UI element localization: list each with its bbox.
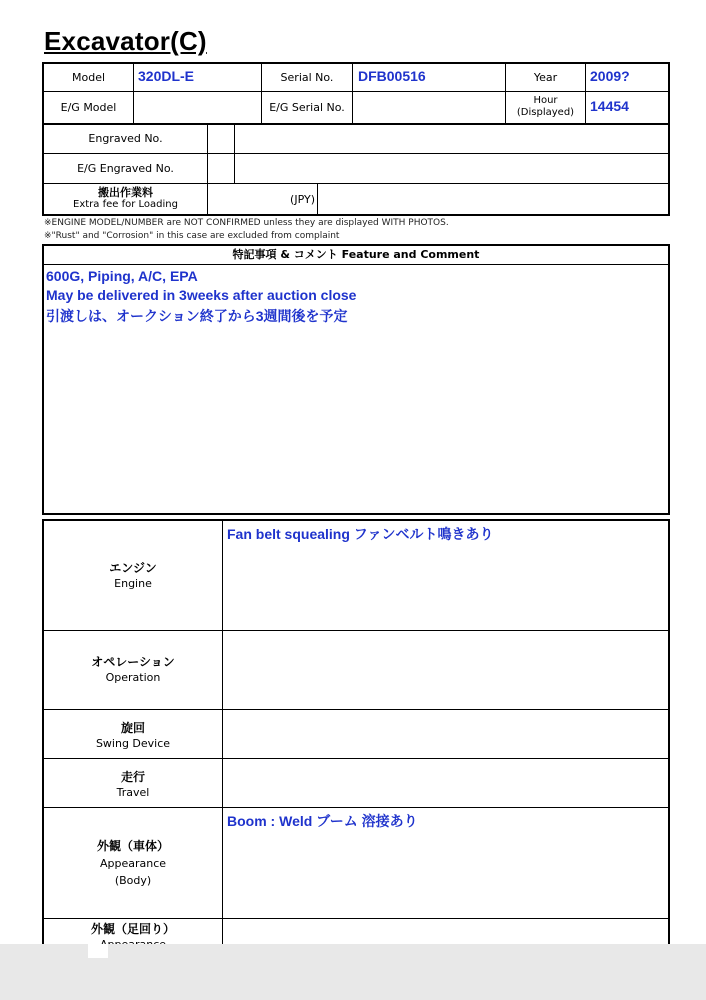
note-engine: ※ENGINE MODEL/NUMBER are NOT CONFIRMED unless they are displayed WITH PHOTOS. bbox=[44, 218, 449, 228]
engraved-label: Engraved No. bbox=[88, 132, 163, 145]
note-rust: ※"Rust" and "Corrosion" in this case are excluded from complaint bbox=[44, 231, 340, 241]
overlay-white-tab bbox=[88, 944, 108, 958]
section-swing bbox=[44, 720, 222, 752]
section-appearance-undercarriage-jp: 外観（足回り） bbox=[90, 922, 175, 936]
serial-label: Serial No. bbox=[280, 71, 334, 84]
year-value: 2009? bbox=[590, 68, 630, 84]
section-operation-jp: オペレーション bbox=[91, 655, 175, 669]
section-appearance-body-en: Appearance bbox=[99, 857, 167, 870]
eg-serial-label: E/G Serial No. bbox=[269, 101, 345, 114]
feature-line-2: May be delivered in 3weeks after auction close bbox=[46, 287, 357, 303]
section-appearance-body bbox=[44, 838, 222, 889]
loading-label-jp: 搬出作業料 bbox=[98, 186, 153, 199]
model-value: 320DL-E bbox=[138, 68, 195, 84]
feature-heading: 特記事項 & コメント Feature and Comment bbox=[232, 248, 480, 261]
section-travel-en: Travel bbox=[116, 786, 150, 799]
loading-label-en: Extra fee for Loading bbox=[73, 199, 178, 210]
hour-label-line-1: Hour bbox=[533, 95, 558, 106]
section-engine-en: Engine bbox=[114, 577, 152, 590]
feature-box bbox=[42, 244, 670, 515]
section-appearance-body-jp: 外観（車体） bbox=[96, 839, 169, 853]
section-appearance-body-comment: Boom : Weld ブーム 溶接あり bbox=[227, 813, 418, 829]
page-title: Excavator(C) bbox=[44, 26, 207, 56]
hour-value: 14454 bbox=[590, 98, 629, 114]
feature-line-1: 600G, Piping, A/C, EPA bbox=[46, 268, 198, 284]
section-travel-jp: 走行 bbox=[120, 770, 145, 784]
section-engine bbox=[44, 560, 222, 592]
loading-unit: (JPY) bbox=[290, 193, 315, 206]
model-label: Model bbox=[71, 71, 106, 84]
hour-label-line-2: (Displayed) bbox=[516, 107, 575, 118]
loading-label bbox=[44, 187, 207, 211]
section-engine-jp: エンジン bbox=[109, 561, 157, 575]
section-engine-comment: Fan belt squealing ファンベルト鳴きあり bbox=[227, 526, 494, 542]
eg-model-label: E/G Model bbox=[60, 101, 117, 114]
year-label: Year bbox=[533, 71, 558, 84]
feature-line-3: 引渡しは、オークション終了から3週間後を予定 bbox=[46, 308, 348, 324]
hour-label bbox=[506, 95, 585, 119]
section-operation bbox=[44, 654, 222, 686]
section-swing-jp: 旋回 bbox=[120, 721, 145, 735]
section-appearance-body-en2: (Body) bbox=[114, 874, 152, 887]
section-operation-en: Operation bbox=[105, 671, 161, 684]
serial-value: DFB00516 bbox=[358, 68, 426, 84]
section-travel bbox=[44, 769, 222, 801]
eg-engraved-label: E/G Engraved No. bbox=[77, 162, 174, 175]
section-swing-en: Swing Device bbox=[95, 737, 171, 750]
